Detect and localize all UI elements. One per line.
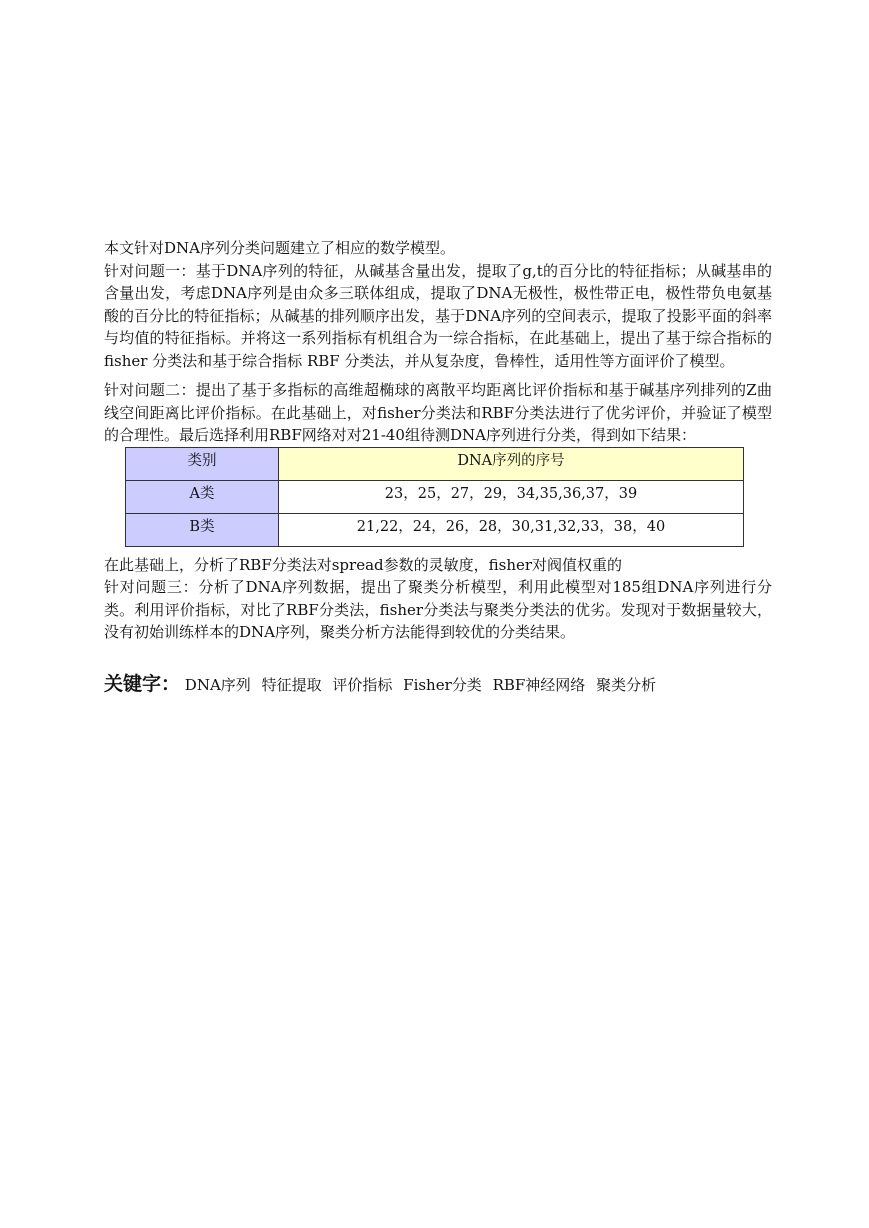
keyword-item: 聚类分析: [596, 675, 657, 694]
keyword-item: RBF神经网络: [492, 675, 586, 694]
header-category: 类别: [126, 447, 279, 480]
row-category-b: B类: [126, 513, 279, 546]
abstract-intro: 本文针对DNA序列分类问题建立了相应的数学模型。: [104, 239, 455, 257]
row-category-a: A类: [126, 480, 279, 513]
abstract-sensitivity: 在此基础上，分析了RBF分类法对spread参数的灵敏度，fisher对阀值权重的: [104, 555, 623, 574]
row-sequences-b: 21,22，24，26，28，30,31,32,33，38，40: [279, 513, 744, 546]
abstract-problem3: 针对问题三：分析了DNA序列数据，提出了聚类分析模型，利用此模型对185组DNA序列进行分类。利用评价指标，对比了RBF分类法，fisher分类法与聚类分类法的优劣。发现对于数据量较大，没有初始训练样本的DNA序列，聚类分析方法能得到较优的分类结果。: [104, 578, 772, 641]
keyword-item: DNA序列: [184, 675, 251, 694]
keywords-line: [104, 672, 772, 697]
keywords-label: 关键字：: [104, 672, 181, 695]
table-header-row: [126, 447, 744, 480]
table-row: [126, 513, 744, 546]
keyword-item: 特征提取: [261, 675, 322, 694]
abstract-problem2: 针对问题二：提出了基于多指标的高维超椭球的离散平均距离比评价指标和基于碱基序列排列的Z曲线空间距离比评价指标。在此基础上，对fisher分类法和RBF分类法进行了优劣评价，并验证了模型的合理性。最后选择利用RBF网络对对21-40组待测DNA序列进行分类，得到如下结果：: [104, 381, 772, 444]
table-row: [126, 480, 744, 513]
header-sequences: DNA序列的序号: [279, 447, 744, 480]
keyword-item: 评价指标: [332, 675, 393, 694]
row-sequences-a: 23，25，27，29，34,35,36,37，39: [279, 480, 744, 513]
keyword-item: Fisher分类: [403, 675, 482, 694]
classification-result-table: [125, 447, 744, 547]
abstract-page: [104, 237, 772, 697]
abstract-problem1: 针对问题一：基于DNA序列的特征，从碱基含量出发，提取了g,t的百分比的特征指标；从碱基串的含量出发，考虑DNA序列是由众多三联体组成，提取了DNA无极性，极性带正电，极性带负电氨基酸的百分比的特征指标；从碱基的排列顺序出发，基于DNA序列的空间表示，提取了投影平面的斜率与均值的特征指标。并将这一系列指标有机组合为一综合指标，在此基础上，提出了基于综合指标的 fisher 分类法和基于综合指标 RBF 分类法，并从复杂度，鲁棒性，适用性等方面评价了模型。: [104, 261, 772, 370]
